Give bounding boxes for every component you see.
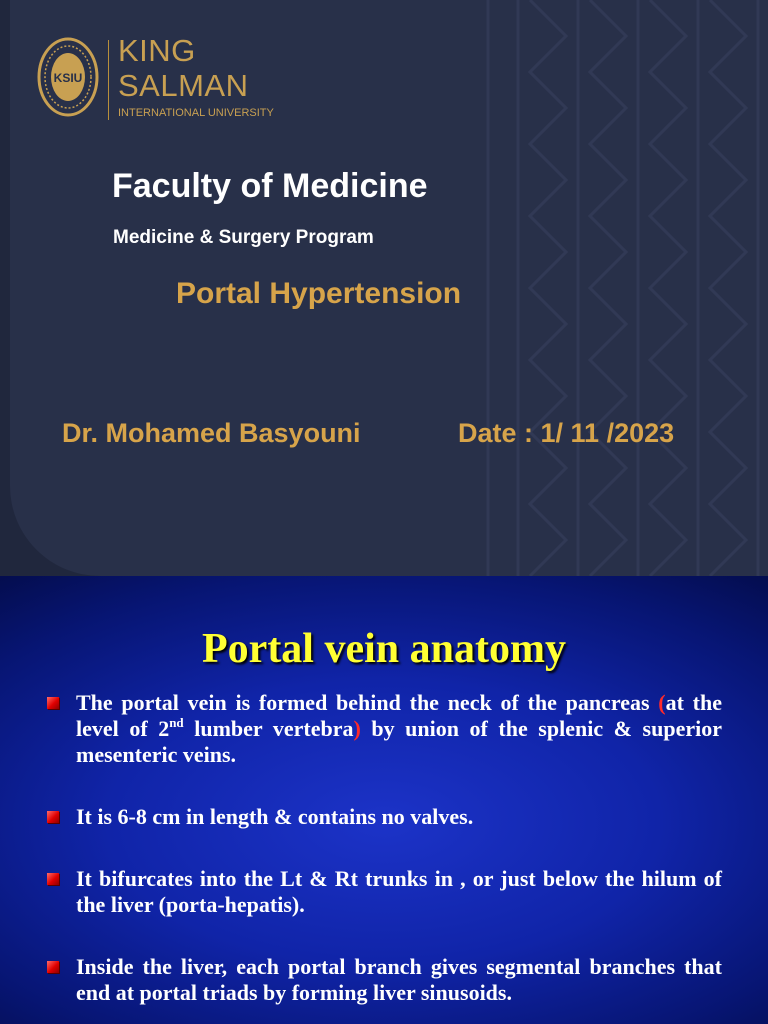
bullet-text: It bifurcates into the Lt & Rt trunks in , or just below the hilum of the liver (porta-hepatis).: [76, 866, 722, 917]
list-item: [46, 804, 722, 830]
seal-text: KSIU: [53, 71, 83, 85]
bullet-text: The portal vein is formed behind the neck of the pancreas: [76, 690, 659, 715]
paren-open: (: [658, 690, 666, 715]
faculty-title: Faculty of Medicine: [112, 167, 428, 205]
logo-divider: [108, 40, 109, 120]
bullet-text: Inside the liver, each portal branch gives segmental branches that end at portal triads by forming liver sinusoids.: [76, 954, 722, 1005]
list-item: [46, 866, 722, 918]
square-bullet-icon: [47, 697, 59, 709]
square-bullet-icon: [47, 873, 59, 885]
content-slide: [0, 576, 768, 1024]
program-subtitle: Medicine & Surgery Program: [113, 227, 374, 248]
university-seal-icon: [37, 37, 99, 117]
list-item: [46, 954, 722, 1006]
logo-name-line1: KING: [118, 33, 196, 68]
logo-name-line3: INTERNATIONAL UNIVERSITY: [118, 107, 274, 119]
paren-close: ): [353, 716, 361, 741]
slide-title: Portal vein anatomy: [202, 626, 566, 672]
bullet-text: lumber vertebra: [183, 716, 354, 741]
lecture-topic: Portal Hypertension: [176, 277, 462, 310]
lecture-date: Date : 1/ 11 /2023: [458, 418, 675, 448]
bullet-list: [46, 690, 722, 1006]
bullet-text: It is 6-8 cm in length & contains no valves.: [76, 804, 474, 829]
zigzag-pattern: [470, 0, 768, 576]
ordinal-suffix: nd: [169, 715, 184, 730]
bullet-text: at the level of 2: [76, 690, 722, 741]
logo-name-line2: SALMAN: [118, 68, 249, 103]
list-item: [46, 690, 722, 768]
bullet-text: by union of the splenic & superior mesenteric veins.: [76, 716, 722, 767]
square-bullet-icon: [47, 961, 59, 973]
square-bullet-icon: [47, 811, 59, 823]
lecturer-name: Dr. Mohamed Basyouni: [62, 418, 361, 448]
